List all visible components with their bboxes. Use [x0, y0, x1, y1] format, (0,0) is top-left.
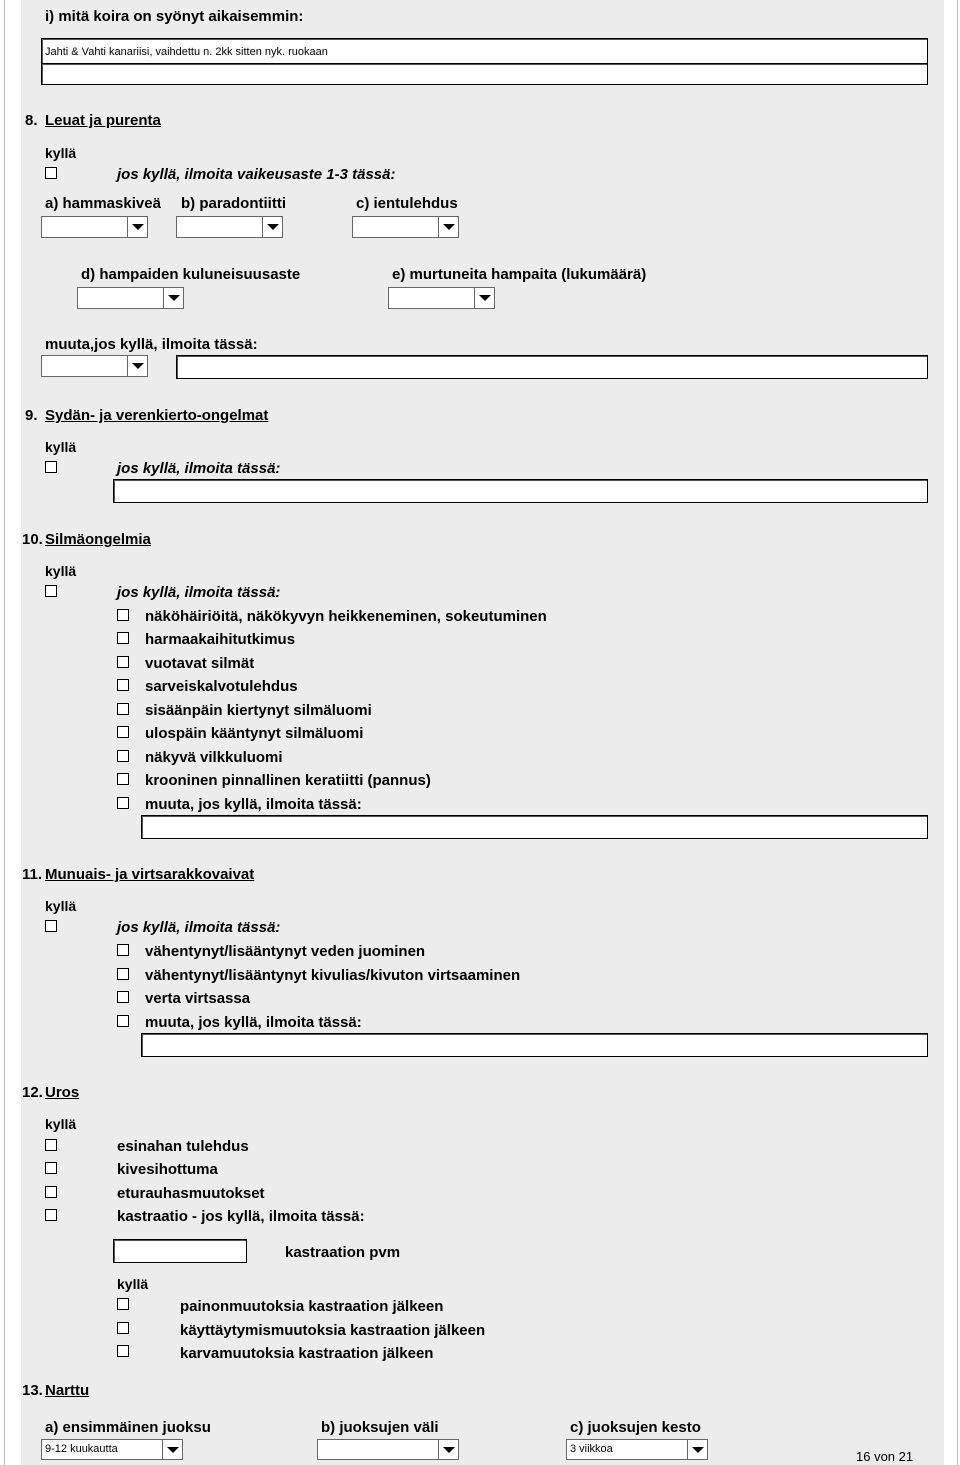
gingivitis-label: c) ientulehdus	[356, 195, 458, 212]
food-answer-field[interactable]: Jahti & Vahti kanariisi, vaihdettu n. 2kk sitten nyk. ruokaan	[41, 38, 928, 64]
tooth-wear-select[interactable]	[77, 287, 184, 309]
food-answer-field-2[interactable]	[41, 63, 928, 85]
label-keratitis: sarveiskalvotulehdus	[145, 678, 298, 695]
broken-teeth-label: e) murtuneita hampaita (lukumäärä)	[392, 266, 647, 283]
tartar-select[interactable]	[41, 216, 148, 238]
section-10-prompt: jos kyllä, ilmoita tässä:	[117, 584, 281, 601]
broken-teeth-select[interactable]	[388, 287, 495, 309]
label-scrotal-dermatitis: kivesihottuma	[117, 1161, 218, 1178]
checkbox-entropion[interactable]	[117, 703, 129, 715]
section-12-yes-label-2: kyllä	[117, 1276, 149, 1292]
section-12-yes-label: kyllä	[45, 1116, 77, 1132]
label-cataract-exam: harmaakaihitutkimus	[145, 631, 296, 648]
page-number: 16 von 21	[856, 1449, 914, 1464]
section-9-prompt: jos kyllä, ilmoita tässä:	[117, 460, 281, 477]
first-heat-label: a) ensimmäinen juoksu	[45, 1419, 211, 1436]
label-foreskin: esinahan tulehdus	[117, 1138, 249, 1155]
section-9-title: Sydän- ja verenkierto-ongelmat	[45, 407, 269, 424]
section-8-yes-checkbox[interactable]	[45, 167, 57, 179]
section-10-yes-checkbox[interactable]	[45, 585, 57, 597]
checkbox-castration[interactable]	[45, 1209, 57, 1221]
section-13-number: 13.	[22, 1382, 43, 1399]
checkbox-eye-other[interactable]	[117, 797, 129, 809]
castration-date-field[interactable]	[113, 1239, 247, 1263]
label-ectropion: ulospäin kääntynyt silmäluomi	[145, 725, 364, 742]
chevron-down-icon	[262, 217, 282, 237]
checkbox-coat-change[interactable]	[117, 1345, 129, 1357]
gingivitis-select[interactable]	[352, 216, 459, 238]
label-third-eyelid: näkyvä vilkkuluomi	[145, 749, 283, 766]
section-9-number: 9.	[25, 407, 38, 424]
section-8-severity-prompt: jos kyllä, ilmoita vaikeusaste 1-3 tässä:	[117, 166, 396, 183]
tooth-wear-label: d) hampaiden kuluneisuusaste	[81, 266, 301, 283]
checkbox-prostate[interactable]	[45, 1186, 57, 1198]
chevron-down-icon	[474, 288, 494, 308]
label-water-intake: vähentynyt/lisääntynyt veden juominen	[145, 943, 426, 960]
section-10-other-field[interactable]	[141, 815, 928, 839]
checkbox-blood-urine[interactable]	[117, 991, 129, 1003]
label-prostate: eturauhasmuutokset	[117, 1185, 265, 1202]
section-13-title: Narttu	[45, 1382, 90, 1399]
checkbox-scrotal-dermatitis[interactable]	[45, 1162, 57, 1174]
castration-date-label: kastraation pvm	[285, 1244, 401, 1261]
section-9-field[interactable]	[113, 479, 928, 503]
label-eye-other: muuta, jos kyllä, ilmoita tässä:	[145, 796, 362, 813]
chevron-down-icon	[687, 1440, 707, 1459]
heat-duration-select[interactable]: 3 viikkoa	[566, 1439, 708, 1460]
checkbox-weight-change[interactable]	[117, 1298, 129, 1310]
section-8-other-field[interactable]	[176, 355, 928, 379]
section-9-yes-checkbox[interactable]	[45, 461, 57, 473]
label-vision-disorders: näköhäiriöitä, näkökyvyn heikkeneminen, sokeutuminen	[145, 608, 547, 625]
heat-duration-label: c) juoksujen kesto	[570, 1419, 701, 1436]
heat-interval-select[interactable]	[317, 1439, 459, 1460]
label-coat-change: karvamuutoksia kastraation jälkeen	[180, 1345, 434, 1362]
chevron-down-icon	[127, 217, 147, 237]
section-11-number: 11.	[22, 866, 43, 883]
checkbox-kidney-other[interactable]	[117, 1015, 129, 1027]
section-12-number: 12.	[22, 1084, 43, 1101]
periodontitis-select[interactable]	[176, 216, 283, 238]
heat-interval-label: b) juoksujen väli	[321, 1419, 439, 1436]
section-8-other-prompt: muuta,jos kyllä, ilmoita tässä:	[45, 336, 258, 353]
left-border	[4, 0, 5, 1465]
periodontitis-label: b) paradontiitti	[181, 195, 286, 212]
label-weight-change: painonmuutoksia kastraation jälkeen	[180, 1298, 444, 1315]
checkbox-water-intake[interactable]	[117, 944, 129, 956]
label-kidney-other: muuta, jos kyllä, ilmoita tässä:	[145, 1014, 362, 1031]
section-12-title: Uros	[45, 1084, 80, 1101]
checkbox-pannus[interactable]	[117, 773, 129, 785]
label-watery-eyes: vuotavat silmät	[145, 655, 255, 672]
food-question: i) mitä koira on syönyt aikaisemmin:	[45, 8, 304, 25]
checkbox-cataract-exam[interactable]	[117, 632, 129, 644]
label-blood-urine: verta virtsassa	[145, 990, 251, 1007]
checkbox-third-eyelid[interactable]	[117, 750, 129, 762]
label-castration: kastraatio - jos kyllä, ilmoita tässä:	[117, 1208, 365, 1225]
checkbox-keratitis[interactable]	[117, 679, 129, 691]
checkbox-vision-disorders[interactable]	[117, 609, 129, 621]
section-8-yes-label: kyllä	[45, 145, 77, 161]
label-pannus: krooninen pinnallinen keratiitti (pannus)	[145, 772, 431, 789]
chevron-down-icon	[438, 217, 458, 237]
section-10-title: Silmäongelmia	[45, 531, 151, 548]
chevron-down-icon	[162, 1440, 182, 1459]
section-11-prompt: jos kyllä, ilmoita tässä:	[117, 919, 281, 936]
label-urination: vähentynyt/lisääntynyt kivulias/kivuton virtsaaminen	[145, 967, 521, 984]
chevron-down-icon	[163, 288, 183, 308]
tartar-label: a) hammaskiveä	[45, 195, 161, 212]
first-heat-select[interactable]: 9-12 kuukautta	[41, 1439, 183, 1460]
section-8-title: Leuat ja purenta	[45, 112, 161, 129]
checkbox-foreskin[interactable]	[45, 1139, 57, 1151]
section-8-other-select[interactable]	[41, 355, 148, 377]
right-border	[957, 0, 958, 1465]
checkbox-behavior-change[interactable]	[117, 1322, 129, 1334]
section-8-number: 8.	[25, 112, 38, 129]
label-behavior-change: käyttäytymismuutoksia kastraation jälkeen	[180, 1322, 486, 1339]
section-9-yes-label: kyllä	[45, 439, 77, 455]
checkbox-urination[interactable]	[117, 968, 129, 980]
label-entropion: sisäänpäin kiertynyt silmäluomi	[145, 702, 372, 719]
checkbox-ectropion[interactable]	[117, 726, 129, 738]
section-10-yes-label: kyllä	[45, 563, 77, 579]
checkbox-watery-eyes[interactable]	[117, 656, 129, 668]
section-11-other-field[interactable]	[141, 1033, 928, 1057]
section-11-title: Munuais- ja virtsarakkovaivat	[45, 866, 255, 883]
section-10-number: 10.	[22, 531, 43, 548]
chevron-down-icon	[127, 356, 147, 376]
chevron-down-icon	[438, 1440, 458, 1459]
section-11-yes-label: kyllä	[45, 898, 77, 914]
section-11-yes-checkbox[interactable]	[45, 920, 57, 932]
